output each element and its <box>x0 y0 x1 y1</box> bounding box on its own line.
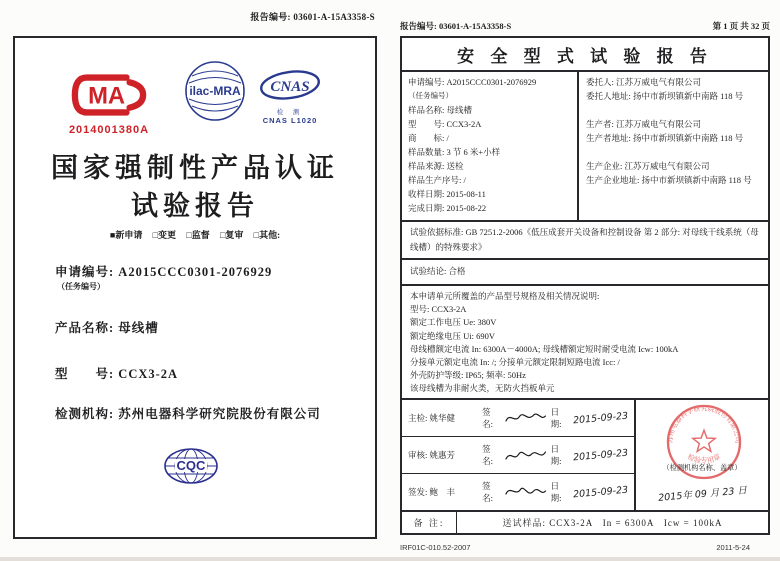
svg-text:检验专用章: 检验专用章 <box>685 452 723 466</box>
cqc-logo <box>163 446 219 491</box>
coverage-line: 型号: CCX3-2A <box>410 304 467 315</box>
coverage-line: 额定工作电压 Ue: 380V <box>410 317 497 328</box>
svg-text:苏州电器科学研究院股份有限公司: 苏州电器科学研究院股份有限公司 <box>667 405 741 444</box>
sign-label: 签名: <box>482 444 493 466</box>
cover-title-line2: 试验报告 <box>131 191 259 221</box>
left-report-number: 报告编号: 03601-A-15A3358-S <box>250 12 375 22</box>
cnas-logo <box>253 68 327 125</box>
info-line: 型 号: CCX3-2A <box>408 119 482 129</box>
testing-agency: 检测机构: 苏州电器科学研究院股份有限公司 <box>55 407 321 421</box>
handwritten-signature-icon <box>504 446 547 464</box>
cover-title-line1: 国家强制性产品认证 <box>51 153 339 183</box>
info-line: 样品来源: 送检 <box>408 161 464 171</box>
svg-text:MA: MA <box>88 82 126 110</box>
date-label: 日期: <box>550 481 562 503</box>
page-indicator: 第 1 页 共 32 页 <box>712 21 770 31</box>
svg-text:ilac-MRA: ilac-MRA <box>189 84 241 98</box>
sign-label: 签名: <box>482 407 493 429</box>
application-number: 申请编号: A2015CCC0301-2076929 <box>55 265 273 279</box>
svg-text:CNAS: CNAS <box>270 79 310 95</box>
handwritten-date: 2015-09-23 <box>572 410 629 426</box>
remarks-value: 送试样品: CCX3-2A In = 6300A Icw = 100kA <box>502 518 723 528</box>
signature-row-inspector <box>402 400 634 437</box>
coverage-line: 分接单元额定电流 In: /; 分接单元额定限制短路电流 Icc: / <box>410 356 620 367</box>
agency-stamp-cell <box>636 400 768 510</box>
info-line: 商 标: / <box>408 133 449 143</box>
checkbox-review: □复审 <box>219 230 244 240</box>
info-line: 生产企业: 江苏万威电气有限公司 <box>586 161 710 171</box>
info-line <box>586 145 761 159</box>
model-number: 型 号: CCX3-2A <box>55 367 179 381</box>
cnas-icon <box>258 68 322 102</box>
checkbox-change: □变更 <box>152 230 177 240</box>
ilac-mra-icon <box>182 58 248 124</box>
cnas-code: CNAS L1020 <box>262 116 318 125</box>
sign-label: 签名: <box>482 481 493 503</box>
checkbox-new-application: ■新申请 <box>109 230 143 240</box>
task-number-note: （任务编号） <box>57 282 105 291</box>
info-line: 委托人: 江苏万威电气有限公司 <box>586 77 701 87</box>
info-line: 样品生产序号: / <box>408 175 466 185</box>
product-name: 产品名称: 母线槽 <box>55 321 159 335</box>
handwritten-signature-icon <box>504 409 547 427</box>
info-line: （任务编号） <box>408 91 453 100</box>
test-standard: 试验依据标准: GB 7251.2-2006《低压成套开关设备和控制设备 第 2 部分: 对母线干线系统（母线槽）的特殊要求》 <box>402 220 768 258</box>
handwritten-date: 2015-09-23 <box>572 447 629 463</box>
info-line: 生产者: 江苏万威电气有限公司 <box>586 119 701 129</box>
cma-logo <box>61 72 157 136</box>
right-report-number: 报告编号: 03601-A-15A3358-S <box>400 21 512 31</box>
info-line: 完成日期: 2015-08-22 <box>408 203 487 213</box>
cma-mark-icon <box>69 72 149 118</box>
date-label: 日期: <box>550 407 562 429</box>
cma-number: 2014001380A <box>68 124 150 136</box>
report-form-page <box>400 36 770 535</box>
info-line: 委托人地址: 扬中市新坝镇新中南路 118 号 <box>586 91 744 101</box>
stamp-date-line <box>636 484 768 502</box>
coverage-line: 外壳防护等级: IP65; 频率: 50Hz <box>410 370 526 381</box>
reviewer-name: 审核: 姚惠芳 <box>408 450 455 460</box>
coverage-description-section <box>402 284 768 398</box>
form-date-footer: 2011-5-24 <box>716 543 750 552</box>
svg-text:CQC: CQC <box>176 458 206 473</box>
handwritten-date: 2015-09-23 <box>572 484 629 500</box>
info-line: 生产者地址: 扬中市新坝镇新中南路 118 号 <box>586 133 744 143</box>
client-info-right-column <box>579 72 768 220</box>
coverage-line: 额定绝缘电压 Ui: 690V <box>410 330 496 341</box>
test-conclusion: 试验结论: 合格 <box>402 258 768 284</box>
remarks-label: 备 注: <box>402 512 457 533</box>
info-line: 样品名称: 母线槽 <box>408 105 472 115</box>
signature-rows <box>402 400 636 510</box>
checkbox-supervision: □监督 <box>186 230 210 240</box>
handwritten-signature-icon <box>504 483 547 501</box>
red-round-stamp-icon <box>659 397 749 487</box>
coverage-line: 母线槽额定电流 In: 6300A－4000A; 母线槽额定短时耐受电流 Icw: 100kA <box>410 343 679 354</box>
coverage-line: 本申请单元所覆盖的产品型号规格及相关情况说明: <box>410 291 600 301</box>
cqc-globe-icon <box>163 446 219 486</box>
date-label: 日期: <box>550 444 562 466</box>
inspector-name: 主检: 姚华健 <box>408 413 455 423</box>
info-line: 样品数量: 3 节 6 米+小样 <box>408 147 501 157</box>
checkbox-other: □其他: <box>253 230 281 240</box>
scan-edge-strip <box>0 557 780 561</box>
sample-info-section <box>402 72 768 220</box>
signature-section <box>402 398 768 510</box>
form-title: 安 全 型 式 试 验 报 告 <box>402 38 768 72</box>
sample-info-left-column <box>402 72 579 220</box>
info-line: 生产企业地址: 扬中市新坝镇新中南路 118 号 <box>586 175 752 185</box>
info-line: 收样日期: 2015-08-11 <box>408 189 486 199</box>
info-line: 申请编号: A2015CCC0301-2076929 <box>408 77 537 87</box>
coverage-line: 该母线槽为非耐火类，无防火挡板单元 <box>410 383 555 394</box>
signature-row-reviewer <box>402 437 634 474</box>
info-line <box>586 103 761 117</box>
ilac-mra-logo <box>182 58 248 129</box>
application-type-checkboxes <box>15 228 375 241</box>
handwritten-stamp-date: 2015年 09 月 23 日 <box>657 485 747 504</box>
cover-page <box>13 36 377 539</box>
approver-name: 签发: 鲍 丰 <box>408 487 455 497</box>
remarks-row <box>402 510 768 533</box>
signature-row-approver <box>402 474 634 510</box>
cnas-jiance-label: 检 测 <box>276 109 304 116</box>
stamp-caption: （检测机构名称、盖章） <box>662 464 742 472</box>
form-code-footer: IRF01C-010.52-2007 <box>400 543 471 552</box>
